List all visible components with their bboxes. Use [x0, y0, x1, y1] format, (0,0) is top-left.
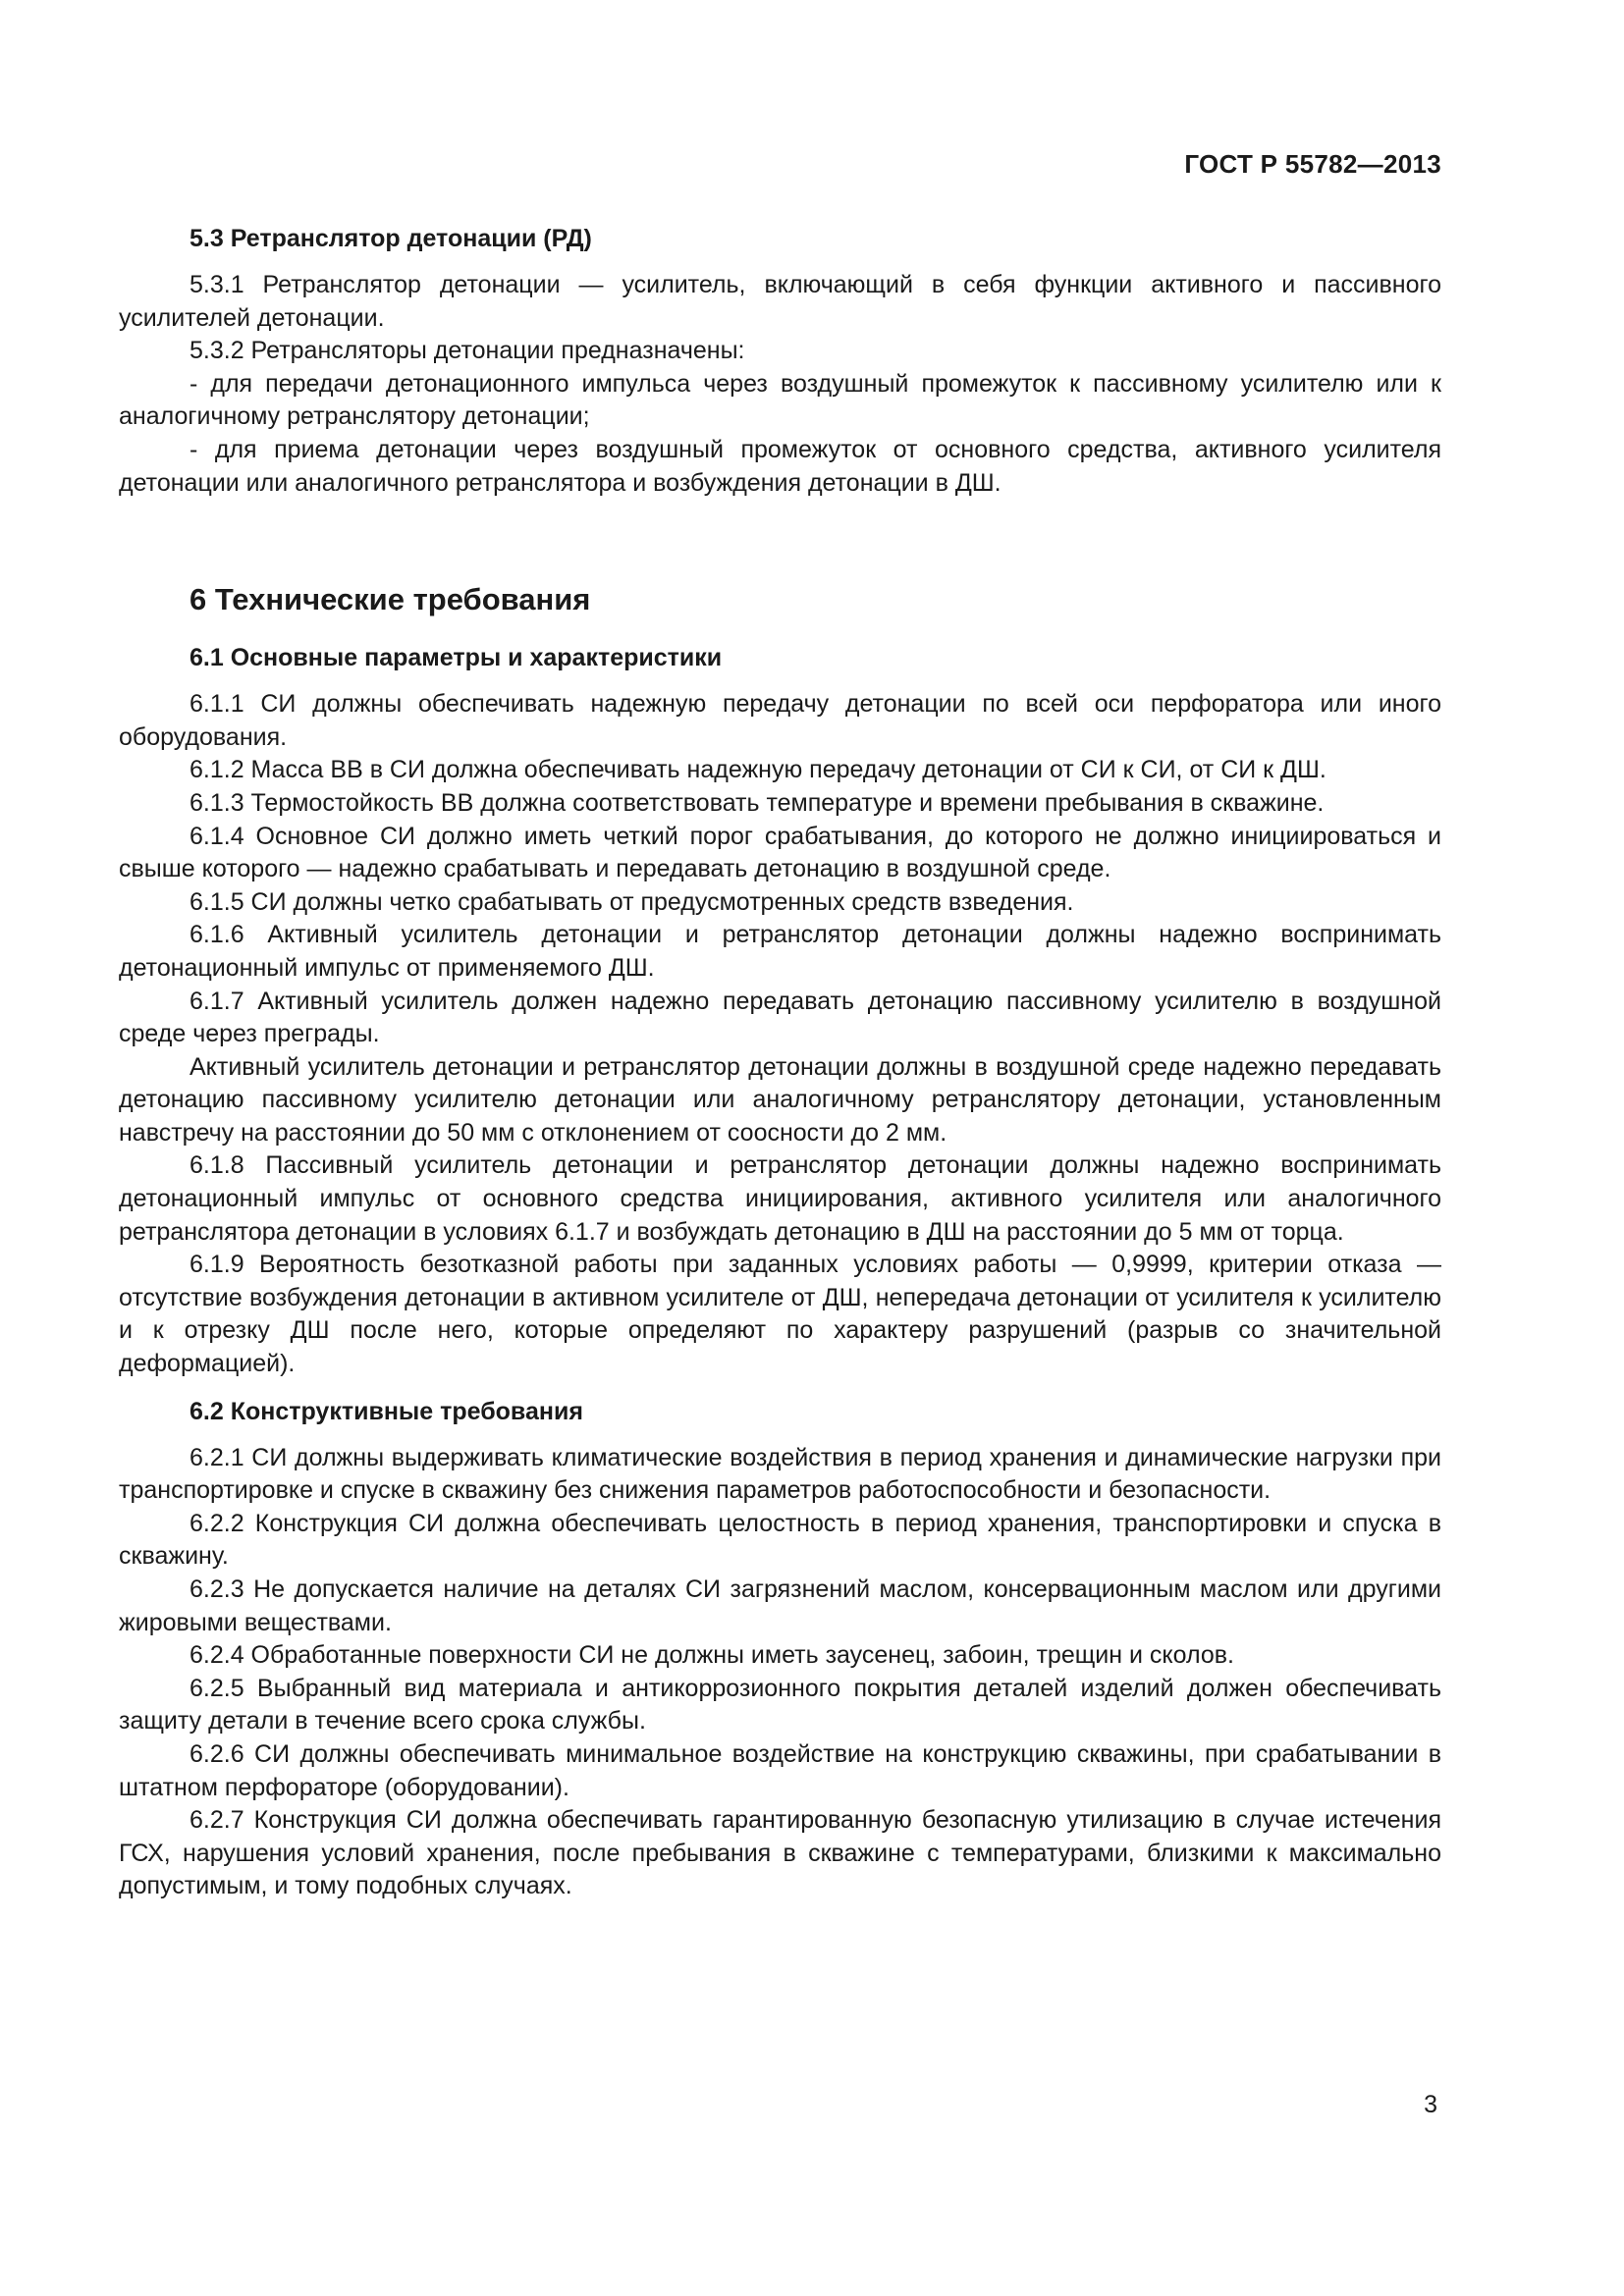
paragraph-5-3-2: 5.3.2 Ретрансляторы детонации предназначены:	[189, 337, 745, 365]
paragraph-6-1-3: 6.1.3 Термостойкость ВВ должна соответствовать температуре и времени пребывания в скважине.	[189, 788, 1325, 817]
page-body	[119, 222, 1441, 1903]
paragraph-6-1-8: 6.1.8 Пассивный усилитель детонации и ретранслятор детонации должны надежно воспринимать детонационный импульс от основного средства инициирования, активного усилителя или аналогичного ретранслятора детонации в условиях 6.1.7 и возбуждать детонацию в ДШ на расстоянии до 5 мм от торца.	[119, 1151, 1441, 1246]
paragraph-6-2-4: 6.2.4 Обработанные поверхности СИ не должны иметь заусенец, забоин, трещин и сколов.	[189, 1641, 1234, 1670]
paragraph-6-1-7-cont: Активный усилитель детонации и ретранслятор детонации должны в воздушной среде надежно передавать детонацию пассивному усилителю детонации или аналогичному ретранслятору детонации, установленным навстречу на расстоянии до 50 мм с отклонением от соосности до 2 мм.	[119, 1052, 1441, 1147]
paragraph-6-1-4: 6.1.4 Основное СИ должно иметь четкий порог срабатывания, до которого не должно инициироваться и свыше которого — надежно срабатывать и передавать детонацию в воздушной среде.	[119, 822, 1441, 883]
paragraph-6-2-2: 6.2.2 Конструкция СИ должна обеспечивать целостность в период хранения, транспортировки и спуска в скважину.	[119, 1509, 1441, 1571]
paragraph-6-1-2: 6.1.2 Масса ВВ в СИ должна обеспечивать надежную передачу детонации от СИ к СИ, от СИ к ДШ.	[189, 756, 1326, 784]
heading-6-1: 6.1 Основные параметры и характеристики	[189, 644, 723, 672]
paragraph-6-1-1: 6.1.1 СИ должны обеспечивать надежную передачу детонации по всей оси перфоратора или иного оборудования.	[119, 690, 1441, 751]
list-item-5-3-2-a: - для передачи детонационного импульса через воздушный промежуток к пассивному усилителю или к аналогичному ретранслятору детонации;	[119, 369, 1441, 431]
heading-section-6: 6 Технические требования	[189, 582, 591, 617]
paragraph-6-1-6: 6.1.6 Активный усилитель детонации и ретранслятор детонации должны надежно воспринимать детонационный импульс от применяемого ДШ.	[119, 921, 1441, 982]
paragraph-6-1-9: 6.1.9 Вероятность безотказной работы при заданных условиях работы — 0,9999, критерии отказа — отсутствие возбуждения детонации в активном усилителе от ДШ, непередача детонации от усилителя к усилителю и к отрезку ДШ после него, которые определяют по характеру разрушений (разрыв со значительной деформацией).	[119, 1251, 1441, 1378]
paragraph-6-2-3: 6.2.3 Не допускается наличие на деталях СИ загрязнений маслом, консервационным маслом или другими жировыми веществами.	[119, 1575, 1441, 1636]
paragraph-5-3-1: 5.3.1 Ретранслятор детонации — усилитель, включающий в себя функции активного и пассивного усилителей детонации.	[119, 271, 1441, 332]
paragraph-6-1-7: 6.1.7 Активный усилитель должен надежно передавать детонацию пассивному усилителю в воздушной среде через преграды.	[119, 987, 1441, 1048]
paragraph-6-2-1: 6.2.1 СИ должны выдерживать климатические воздействия в период хранения и динамические нагрузки при транспортировке и спуске в скважину без снижения параметров работоспособности и безопасности.	[119, 1443, 1441, 1505]
standard-designation: ГОСТ Р 55782—2013	[1184, 149, 1441, 179]
heading-5-3: 5.3 Ретранслятор детонации (РД)	[189, 225, 592, 252]
paragraph-6-2-6: 6.2.6 СИ должны обеспечивать минимальное воздействие на конструкцию скважины, при срабатывании в штатном перфораторе (оборудовании).	[119, 1739, 1441, 1801]
page-number: 3	[1424, 2091, 1437, 2118]
list-item-5-3-2-b: - для приема детонации через воздушный промежуток от основного средства, активного усилителя детонации или аналогичного ретранслятора и возбуждения детонации в ДШ.	[119, 435, 1441, 497]
paragraph-6-2-7: 6.2.7 Конструкция СИ должна обеспечивать гарантированную безопасную утилизацию в случае истечения ГСХ, нарушения условий хранения, после пребывания в скважине с температурами, близкими к максимально допустимым, и тому подобных случаях.	[119, 1806, 1441, 1900]
paragraph-6-1-5: 6.1.5 СИ должны четко срабатывать от предусмотренных средств взведения.	[189, 887, 1074, 916]
heading-6-2: 6.2 Конструктивные требования	[189, 1397, 583, 1425]
paragraph-6-2-5: 6.2.5 Выбранный вид материала и антикоррозионного покрытия деталей изделий должен обеспечивать защиту детали в течение всего срока службы.	[119, 1674, 1441, 1735]
